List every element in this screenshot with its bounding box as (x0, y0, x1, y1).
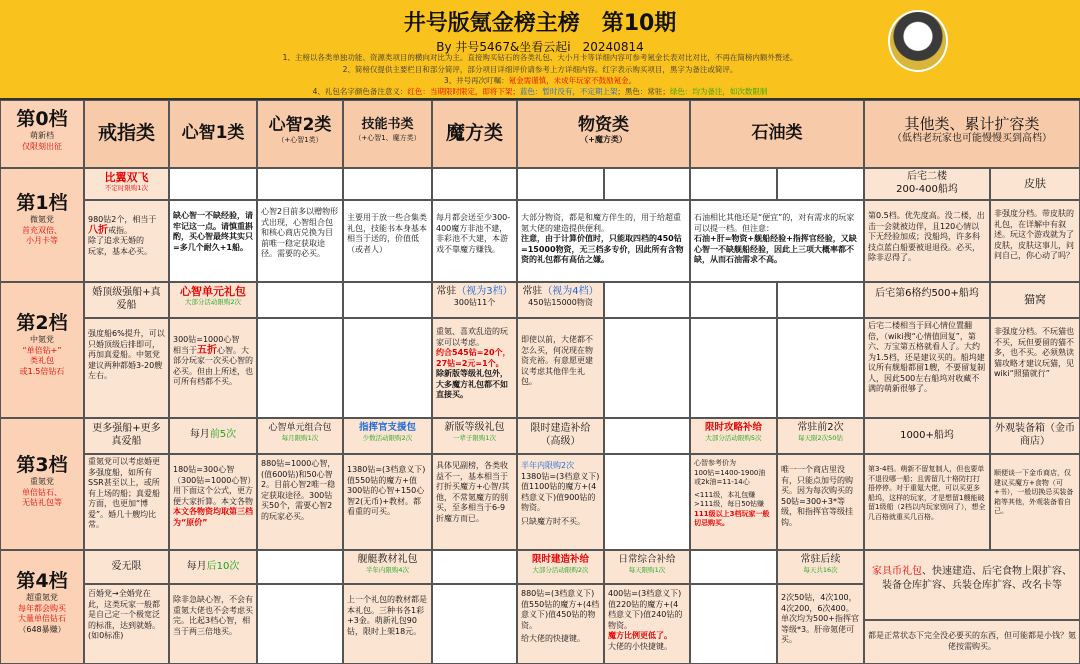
r1-ring-desc (84, 200, 169, 282)
r4-mat2-d2: 魔方比例更低了。 (608, 631, 672, 640)
tier3-sub: 重氪党 (30, 477, 54, 486)
r1-oil-d1: 石油相比其他还是“便宜”的，对有需求的玩家可以提一档。但注意： (694, 213, 855, 233)
tier4-title: 第4档 (16, 570, 68, 592)
r4-mat2-d3: 大佬的小快捷键。 (608, 641, 672, 651)
note-4-label: 4、礼包名字颜色备注意义： (312, 87, 408, 96)
r3-oil-head (690, 418, 777, 454)
r3-other2-desc: 顺便谈一下金币商店，仅建议买魔方+食物（可+书），一般切换忌买装备箱等其他，外观装备看自己。 (990, 454, 1080, 550)
r4-cube-empty-a (432, 550, 517, 584)
r2-oil-empty-a (690, 282, 777, 318)
r3-oil2-note: 每天限2次50钻 (798, 434, 843, 442)
r2-cube-desc (432, 318, 517, 418)
r2-cube-d4: 除新版等级礼包外，大多魔方礼包都不如直接买。 (436, 369, 508, 399)
r3-mind1-desc (169, 454, 257, 550)
r1-mind1-desc: 缺心智一不缺经验，请牢记这一点。请慎重斟酌，买心智最终其实只=多几个耐久+1船。 (169, 200, 257, 282)
r3-oil-d1: 心智参考价为 (694, 459, 736, 467)
r3-mind1-d1: 180钻=300心智（300钻=1000心智）用下面这个公式，更方便大家折算。本文各物 (173, 465, 253, 506)
r2-oil-empty-b (690, 318, 777, 418)
r3-skill-note: 少数活动限购2次 (362, 434, 413, 442)
r4-mind1-t1: 每月 (186, 561, 207, 572)
r3-mind2-head (257, 418, 343, 454)
r1-oil-empty-b (777, 168, 864, 200)
r4-other-t2: 、快速建造、 (922, 566, 982, 577)
r1-ring-head (84, 168, 169, 200)
page-title: 井号版氪金榜主榜 第10期 (403, 11, 677, 36)
tier0-title: 第0档 (16, 108, 68, 130)
r4-mat-d2: 给大佬的快捷键。 (521, 634, 585, 643)
r1-other1-head (864, 168, 990, 200)
r1-mind1-empty (169, 168, 257, 200)
r3-mind1-head (169, 418, 257, 454)
note-3-label: 3、井号再次叮嘱： (443, 76, 509, 85)
tier0-sub: 萌新档 (30, 131, 54, 140)
r3-mat2-empty-b (604, 454, 690, 550)
r1-ring-d2: 于 (148, 215, 157, 224)
r1-mat-empty-a (517, 168, 604, 200)
r1-mind2-desc: 心智2目前多以赠物形式出现，心智组合包和核心商店兑换为目前唯一稳定获取途径。需要的必买。 (257, 200, 343, 282)
note-3-end: 。 (628, 76, 637, 85)
tier1-note1: 首充双倍、 (22, 225, 62, 235)
legend-green: 绿色：均为备注，如次数限制 (669, 87, 768, 96)
tier0-header (0, 100, 84, 168)
r1-ring-d3: 八折 (88, 224, 108, 236)
col-other-sub: （低档老玩家也可能慢慢买到高档） (892, 133, 1052, 144)
col-material-sub: （+魔方类） (580, 135, 627, 144)
r3-mat-head: 限时建造补给（高级） (517, 418, 604, 454)
r4-mat2-desc (604, 584, 690, 664)
r2-mat-tag: （视为4档） (542, 286, 599, 297)
col-material (517, 100, 690, 168)
tier1-title: 第1档 (16, 192, 68, 214)
r1-ring-title: 比翼双飞 (104, 171, 149, 184)
r2-mat-desc: 即使以前，大佬都不怎么买，何况现在物资充裕。有意愿更建议考虑其他伴生礼包。 (517, 318, 604, 418)
r1-mat-d1: 大部分物资，都是和魔方伴生的，用于给超重氪大佬的建造提供便利。 (521, 213, 681, 233)
tier2-label (0, 282, 84, 418)
r1-ring-d6: 玩家，基本必买。 (88, 246, 152, 256)
r4-other-t1: 家具币礼包 (872, 566, 922, 577)
r4-mat-d1: 880钻=(3档意义下)值550钻的魔方+(4档意义下)值450钻的物资。 (521, 589, 600, 630)
r1-other2-head: 皮肤 (990, 168, 1080, 200)
r1-oil-d2: 石油+肝=物资+舰船经验+指挥官经验，又缺心智一不缺舰船经验，因此上三项大概率都不缺，从而石油需求不高。 (694, 234, 857, 264)
col-other-title: 其他类、累计扩容类 (904, 115, 1040, 133)
tier2-sub: 中氪党 (30, 335, 54, 344)
r3-mind2-title: 心智单元组合包 (268, 423, 332, 433)
note-2: 2、简榜仅提供主要栏目和部分简评，部分项目详细评价请参考上方详细内容。红字表示购买项目，黑字为备注或简评。 (342, 65, 738, 74)
r1-mat-d2: 注意，由于计算价值时，只能取四档的450钻=15000物资，无三档多专价，因此所有含物资的礼包都有高估之嫌。 (521, 234, 684, 264)
note-4 (20, 87, 1060, 97)
r2-mind1-d3: 五折 (197, 344, 217, 356)
r3-mat-desc (517, 454, 604, 550)
tier3-title: 第3档 (16, 454, 68, 476)
r4-mat2-d1: 400钻=(3档意义下)值220钻的魔方+(4档意义下)值240钻的物资。 (608, 589, 683, 630)
r4-mat-title: 限时建造补给 (531, 554, 589, 565)
r4-oil-empty-a (690, 550, 777, 584)
r4-mind1-head (169, 550, 257, 584)
r4-other-desc: 都是正常状态下完全没必要买的东西，但可能都是小钱？氪佬按需购买。 (864, 620, 1080, 664)
r3-oil-title: 限时攻略补给 (704, 422, 762, 433)
r3-oil2-title: 常驻前2次 (797, 422, 844, 433)
r2-other2-head: 猫窝 (990, 282, 1080, 318)
col-skill-title: 技能书类 (361, 117, 414, 132)
r3-oil-d6: 111级以上3档玩家一般切忌购买。 (694, 509, 770, 527)
col-material-title: 物资类 (578, 115, 629, 135)
r2-mind1-head (169, 282, 257, 318)
r3-oil-d5: >111级，每日50钻赚 (694, 500, 765, 508)
tier4-sub: 超重氪党 (26, 593, 58, 602)
byline: By 井号5467&坐看云起i 20240814 (436, 40, 644, 54)
r3-other1-desc: 第3-4档。萌新不留复制人，但也要单不退役哪一船；且需留几十格防打打捂停停。对于重氪大佬，可以买更多船坞，这样的玩家，才是想留1艘能破留1级船（2档以内玩家别问了），想全几百格就重买几百格。 (864, 454, 990, 550)
r1-other1-t1: 后宅二楼 (907, 171, 947, 182)
r2-mat-title: 常驻 (522, 286, 543, 297)
r1-oil-desc (690, 200, 864, 282)
r2-oil2-empty-b (777, 318, 864, 418)
r2-oil2-empty-a (777, 282, 864, 318)
r2-mind1-d2: 相当于 (173, 345, 197, 355)
note-1: 1、主榜以各类单独功能、资源类项目的横向对比为主。直接购买钻石的各类礼包、大小月卡等详细内容可参考氪金长表对比对比，不再在简榜内额外赘述。 (282, 53, 798, 62)
r3-cube-title: 新版等级礼包 (444, 422, 505, 433)
r3-skill-title: 指挥官支援包 (358, 422, 416, 433)
r2-mind1-note: 大部分活动限购2次 (184, 298, 242, 306)
note-3 (20, 76, 1060, 86)
r3-mat-d2: 1380钻=(3档意义下)值1100钻的魔方+(4档意义下)值900钻的物资。 (521, 471, 600, 512)
col-mind2-title: 心智2类 (268, 115, 332, 135)
header-banner (0, 0, 1080, 100)
tier0-note: 仅限刻出征 (22, 141, 62, 151)
tier4-note1: 每年都会购买 (18, 603, 66, 613)
r4-mind1-t2: 后10次 (206, 561, 240, 572)
r2-other1-desc: 后宅二楼相当于回心情位置翻倍，（wiki搜“心情值回复”，第六、万宝第五格就看人了。大约为1.5档，还是建议买的。船坞建议所有舰船都留1艘，不要留复制人，因此500左右船坞对收藏不满的萌新很够了。 (864, 318, 990, 418)
col-mind1: 心智1类 (169, 100, 257, 168)
r2-mat2-empty-b (604, 318, 690, 418)
tier1-label (0, 168, 84, 282)
r2-mind1-desc (169, 318, 257, 418)
r2-cube-d3: 27钻=2元=1个。 (436, 358, 504, 368)
r2-skill-empty-a (343, 282, 432, 318)
r4-cube-empty-b (432, 584, 517, 664)
r3-other1-head: 1000+船坞 (864, 418, 990, 454)
r1-other1-desc: 第0.5档。优先度高。没二楼，出击一会就被边伴，且120心情以下无经验加成；没船坞，许多科技点蓝白船要被退退役。必买，除非忍得了。 (864, 200, 990, 282)
r4-oil2-note: 每天共16次 (803, 566, 838, 574)
tier2-note3: 或1.5倍钻石 (19, 366, 65, 376)
legend-blue: 蓝色：暂时没有，不定期上架 (519, 87, 618, 96)
r3-oil-d4: <111级，本礼包赚 (694, 490, 756, 499)
r2-skill-empty-b (343, 318, 432, 418)
legend-red: 红色：当期限时限定，即将下架 (407, 87, 513, 96)
r4-oil2-title: 常驻后续 (800, 554, 841, 565)
r1-mind2-empty (257, 168, 343, 200)
r4-mind2-empty-b (257, 584, 343, 664)
col-mind2 (257, 100, 343, 168)
r4-oil2-head (777, 550, 864, 584)
r2-cube-sub: 300钻11个 (453, 297, 496, 307)
r3-oil-note: 大部分活动限购5次 (705, 434, 762, 442)
r3-mind1-t1: 每月 (189, 429, 210, 440)
r3-mind1-d2: 本文各物资均取第三档为“原价” (173, 507, 253, 527)
r1-ring-d1: 980钻2个，相当 (88, 215, 149, 224)
tier4-note2: 大量单倍钻石 (18, 614, 66, 623)
r4-skill-title: 舰艇教材礼包 (357, 554, 418, 565)
r3-mat2-empty-a (604, 418, 690, 454)
r3-ring-head: 更多强船+更多真爱船 (84, 418, 169, 454)
r4-ring-head: 爱无限 (84, 550, 169, 584)
r3-oil-d2: 100钻=1400-1900油 (694, 468, 766, 477)
r1-mat-desc (517, 200, 690, 282)
r3-mind2-note: 每月限购1次 (281, 434, 319, 442)
r4-oil-empty-b (690, 584, 777, 664)
r3-skill-head (343, 418, 432, 454)
r3-mind1-t2: 前5次 (209, 429, 237, 440)
r1-other1-t2: 200-400船坞 (896, 184, 958, 195)
r3-ring-desc: 重氪党可以考虑婚更多强度船，如所有SSR甚至以上，或所有上场的船；真爱船方面，也更加“博爱”。婚几十艘均比常。 (84, 454, 169, 550)
r1-cube-desc: 每月都会送至少300-400魔方非池不建，非彩池不大建，本游戏不靠魔方赚钱。 (432, 200, 517, 282)
r1-skill-empty (343, 168, 432, 200)
r2-mat2-empty-a (604, 282, 690, 318)
r2-other1-head: 后宅第6格约500+船坞 (864, 282, 990, 318)
r1-ring-note: 不定时限购1次 (104, 184, 149, 192)
r1-ring-d4: 戒指。 (108, 225, 132, 235)
tier1-sub: 微氪党 (30, 215, 54, 224)
avatar-icon (888, 10, 948, 72)
note-3-warning: 氪金需谨慎，未成年玩家不鼓励氪金 (508, 76, 629, 85)
col-mind2-sub: （+心智1类） (277, 136, 323, 144)
tier2-title: 第2档 (16, 312, 68, 334)
col-oil: 石油类 (690, 100, 864, 168)
r2-ring-desc: 强度船6%提升，可以只婚顶级后排即可，再加真爱船。中氪党建议两种都婚3-20艘左右。 (84, 318, 169, 418)
r2-other2-desc: 非强度分档。不玩猫也不买，玩但要留的猫不多，也不买。必须熟读猫攻略才建议玩猫，见wiki“照猫就行” (990, 318, 1080, 418)
col-other (864, 100, 1080, 168)
r2-mat-head (517, 282, 604, 318)
r4-ring-desc: 百婚党→全婚党在此，这类玩家一般都是自己定一个极宽泛的标准，达到就婚。(如0标准) (84, 584, 169, 664)
r3-cube-head (432, 418, 517, 454)
r4-skill-desc: 上一个礼包的教材都是本礼包。三种书各1彩+3金。萌新礼包90钻，限时上架18元。 (343, 584, 432, 664)
col-skill-sub: （+心智1、魔方类） (354, 134, 421, 142)
r3-cube-desc: 具体见副榜，各类收益不一，基本相当于打折买魔方+心智/其他，不常氪魔方的别买，至多相当于6-9折魔方而已。 (432, 454, 517, 550)
r3-mat-d3: 只缺魔方时不买。 (521, 516, 585, 526)
r1-cube-empty (432, 168, 517, 200)
tier1-note2: 小月卡等 (26, 236, 58, 245)
tier-table (0, 100, 1080, 664)
r1-mat-empty-b (604, 168, 690, 200)
tier3-note1: 单倍钻石、 (22, 487, 62, 497)
tier4-label (0, 550, 84, 664)
r4-mat2-title: 日常综合补给 (618, 554, 676, 565)
r1-ring-d5: 除了追求无婚的 (88, 236, 144, 245)
r1-oil-empty-a (690, 168, 777, 200)
r2-ring-head: 婚顶级强船+真爱船 (84, 282, 169, 318)
r1-other2-desc: 非强度分档。带皮肤的礼包，在详解中有叙述。玩这个游戏就为了皮肤，皮肤这事儿，问问自己，你心动了吗？ (990, 200, 1080, 282)
r2-mind2-empty-a (257, 282, 343, 318)
col-skill (343, 100, 432, 168)
r2-cube-tag: （视为3档） (456, 286, 513, 297)
tier2-note1: “单倍钻+” (22, 345, 62, 355)
r4-mat-note: 大部分活动限购2次 (532, 566, 589, 574)
tier3-note2: 无钻礼包等 (22, 498, 62, 507)
r3-oil-d3: 或2k油=11-14心 (694, 478, 750, 486)
r4-other-t3: 后宅食物上限扩容、装备仓库扩容、兵装仓库扩容、改名卡等 (882, 566, 1072, 591)
r4-mind2-empty-a (257, 550, 343, 584)
col-cube: 魔方类 (432, 100, 517, 168)
r2-mat-sub: 450钻15000物资 (528, 297, 593, 307)
r3-cube-note: 一辈子限购1次 (452, 434, 497, 442)
r4-mind1-desc: 除非急缺心智，不会有重氪大佬也不会考虑买完。比起3档心智，相当于两三倍地买。 (169, 584, 257, 664)
r2-cube-d1: 重氪、喜欢乱造的玩家可以考虑。 (436, 327, 508, 347)
r2-mind2-empty-b (257, 318, 343, 418)
legend-sep: ； (512, 87, 520, 96)
tier4-note3: （648暴赚） (18, 624, 66, 634)
r2-cube-d2: 约合545钻=20个， (436, 348, 511, 357)
legend-black: ；黑色：常驻； (617, 87, 670, 96)
r2-mind1-d1: 300钻=1000心智 (173, 335, 240, 344)
r3-oil2-desc: 唯一一个商店里没有，只能点加号的购买。因为每次购买的50钻=300+3*等级，和指挥官等级挂钩。 (777, 454, 864, 550)
r1-skill-desc: 主要用于放一些合集类礼包，技能书本身基本相当于送的，价值低（或者人） (343, 200, 432, 282)
r3-oil-desc (690, 454, 777, 550)
r4-oil2-desc: 2次50钻，4次100，4次200，6次400。单次均为500+指挥官等级*3。肝帝氪佬可买。 (777, 584, 864, 664)
tier3-label (0, 418, 84, 550)
r2-mind1-d4: 心智。大部分玩家一次买心智的必买。但由上所述，也可所有档都不买。 (173, 345, 253, 386)
r4-mat-head (517, 550, 604, 584)
r4-skill-note: 半年内限购4次 (365, 566, 410, 574)
r3-oil2-head (777, 418, 864, 454)
col-ring: 戒指类 (84, 100, 169, 168)
r4-other-head (864, 550, 1080, 620)
r3-mat-d1: 半年内限购2次 (521, 461, 575, 470)
tier2-note2: 类礼包 (30, 356, 54, 365)
r2-mind1-title: 心智单元礼包 (180, 285, 246, 298)
r4-mat2-note: 每天限购1次 (628, 566, 666, 574)
r3-skill-desc: 1380钻=(3档意义下)值550钻的魔方+值300钻的心智+150心智2(无币)+教材。都看重的可买。 (343, 454, 432, 550)
r4-skill-head (343, 550, 432, 584)
r3-mind2-desc: 880钻=1000心智，(值600钻)和50心智2。目前心智2唯一稳定获取途径。300钻买50个，需要心智2的玩家必买。 (257, 454, 343, 550)
r3-other2-head: 外观装备箱（金币商店） (990, 418, 1080, 454)
r2-cube-title: 常驻 (436, 286, 457, 297)
r2-cube-head (432, 282, 517, 318)
r4-mat-desc (517, 584, 604, 664)
r4-mat2-head (604, 550, 690, 584)
